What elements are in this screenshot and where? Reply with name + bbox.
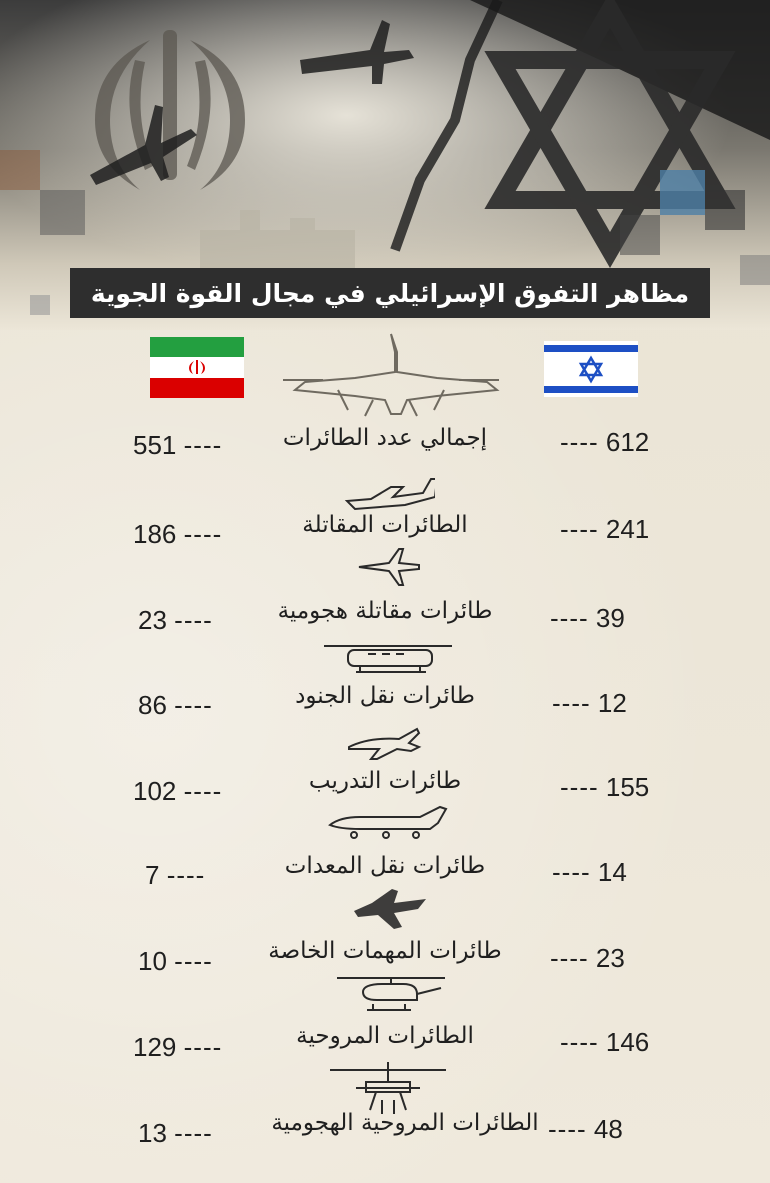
- iran-value-attack-fighter-aircraft: 23 ----: [138, 605, 213, 635]
- title-bar: [70, 268, 710, 318]
- transport-helicopter-icon: [320, 640, 456, 676]
- row-label-attack-helicopters: الطائرات المروحية الهجومية: [271, 1110, 539, 1136]
- row-label-attack-fighter-aircraft: طائرات مقاتلة هجومية: [277, 598, 493, 624]
- iran-value-helicopters: 129 ----: [133, 1032, 223, 1062]
- helicopter-icon: [333, 972, 449, 1016]
- israel-value-fighter-aircraft: ---- 241: [560, 514, 650, 544]
- page-title: مظاهر التفوق الإسرائيلي في مجال القوة الجوية: [90, 278, 690, 308]
- trainer-jet-icon: [343, 725, 423, 765]
- iran-flag-icon: [150, 337, 244, 398]
- row-label-trainer-aircraft: طائرات التدريب: [308, 768, 462, 794]
- israel-value-special-missions: ---- 23: [550, 943, 625, 973]
- special-mission-jet-icon: [350, 885, 432, 935]
- israel-value-total-aircraft: ---- 612: [560, 427, 650, 457]
- cargo-plane-icon: [326, 805, 452, 841]
- iran-value-trainer-aircraft: 102 ----: [133, 776, 223, 806]
- israel-value-helicopters: ---- 146: [560, 1027, 650, 1057]
- row-label-troop-transport: طائرات نقل الجنود: [295, 683, 475, 709]
- row-label-total-aircraft: إجمالي عدد الطائرات: [282, 425, 488, 451]
- fighter-jet-top-icon: [349, 545, 429, 590]
- israel-value-cargo-aircraft: ---- 14: [552, 857, 627, 887]
- iran-value-attack-helicopters: 13 ----: [138, 1118, 213, 1148]
- iran-value-troop-transport: 86 ----: [138, 690, 213, 720]
- iran-value-special-missions: 10 ----: [138, 946, 213, 976]
- israel-value-attack-fighter-aircraft: ---- 39: [550, 603, 625, 633]
- israel-flag-icon: [544, 341, 638, 397]
- fighter-jet-side-icon: [343, 475, 435, 513]
- israel-value-troop-transport: ---- 12: [552, 688, 627, 718]
- israel-value-trainer-aircraft: ---- 155: [560, 772, 650, 802]
- iran-value-fighter-aircraft: 186 ----: [133, 519, 223, 549]
- row-label-cargo-aircraft: طائرات نقل المعدات: [284, 853, 486, 879]
- row-label-special-missions: طائرات المهمات الخاصة: [268, 938, 502, 964]
- israel-value-attack-helicopters: ---- 48: [548, 1114, 623, 1144]
- fighter-jet-outline-icon: [278, 330, 504, 422]
- iran-value-cargo-aircraft: 7 ----: [145, 860, 206, 890]
- row-label-fighter-aircraft: الطائرات المقاتلة: [302, 512, 468, 538]
- row-label-helicopters: الطائرات المروحية: [296, 1023, 474, 1049]
- iran-value-total-aircraft: 551 ----: [133, 430, 223, 460]
